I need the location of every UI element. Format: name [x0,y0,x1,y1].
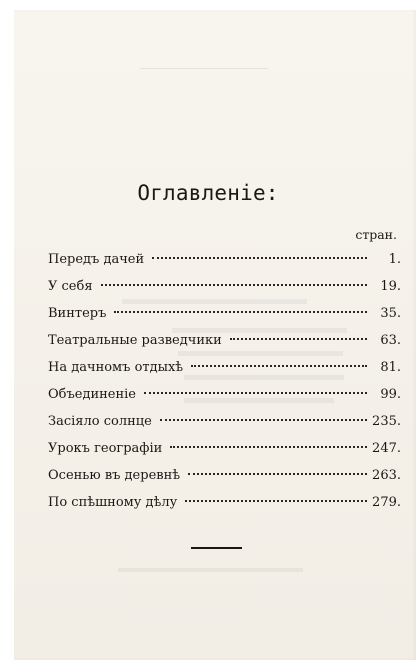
toc-entry-title: На дачномъ отдыхѣ [48,360,184,375]
page-column-label: стран. [355,227,397,242]
bleed-through-text [118,568,303,572]
toc-entry [48,246,401,273]
bleed-through-rule [140,68,268,69]
toc-entry [48,435,401,462]
toc-entry-page: 99. [380,387,401,402]
toc-entry-page: 19. [380,279,401,294]
end-rule [191,547,242,549]
dot-leader [114,310,367,313]
dot-leader [160,418,367,421]
toc-entry-page: 1. [388,252,401,267]
toc-entry-page: 247. [372,441,401,456]
toc-entry-page: 81. [380,360,401,375]
dot-leader [230,337,367,340]
toc-entry [48,273,401,300]
dot-leader [191,364,367,367]
toc-entry-page: 279. [372,495,401,510]
dot-leader [188,472,367,475]
toc-entry-title: Урокъ географіи [48,441,163,456]
toc-entry-title: Винтеръ [48,306,107,321]
dot-leader [152,256,367,259]
toc-entry-title: По спѣшному дѣлу [48,495,178,510]
toc-entry-page: 63. [380,333,401,348]
toc-entry-title: Передъ дачей [48,252,145,267]
toc-entry [48,381,401,408]
toc-entry [48,300,401,327]
toc-entry-title: У себя [48,279,93,294]
toc-entry [48,327,401,354]
toc-entry-title: Засіяло солнце [48,414,152,429]
dot-leader [185,499,367,502]
toc-entry-page: 235. [372,414,401,429]
toc-entry [48,408,401,435]
toc-entry-page: 263. [372,468,401,483]
toc-entry [48,489,401,516]
dot-leader [101,283,367,286]
toc-entry-title: Театральные разведчики [48,333,222,348]
dot-leader [170,445,367,448]
toc-entry-title: Объединеніе [48,387,136,402]
toc-entry-page: 35. [380,306,401,321]
toc-heading: Оглавленіе: [137,181,279,205]
toc-entry-title: Осенью въ деревнѣ [48,468,181,483]
toc-entry [48,354,401,381]
toc-list [48,246,401,516]
dot-leader [144,391,367,394]
toc-entry [48,462,401,489]
